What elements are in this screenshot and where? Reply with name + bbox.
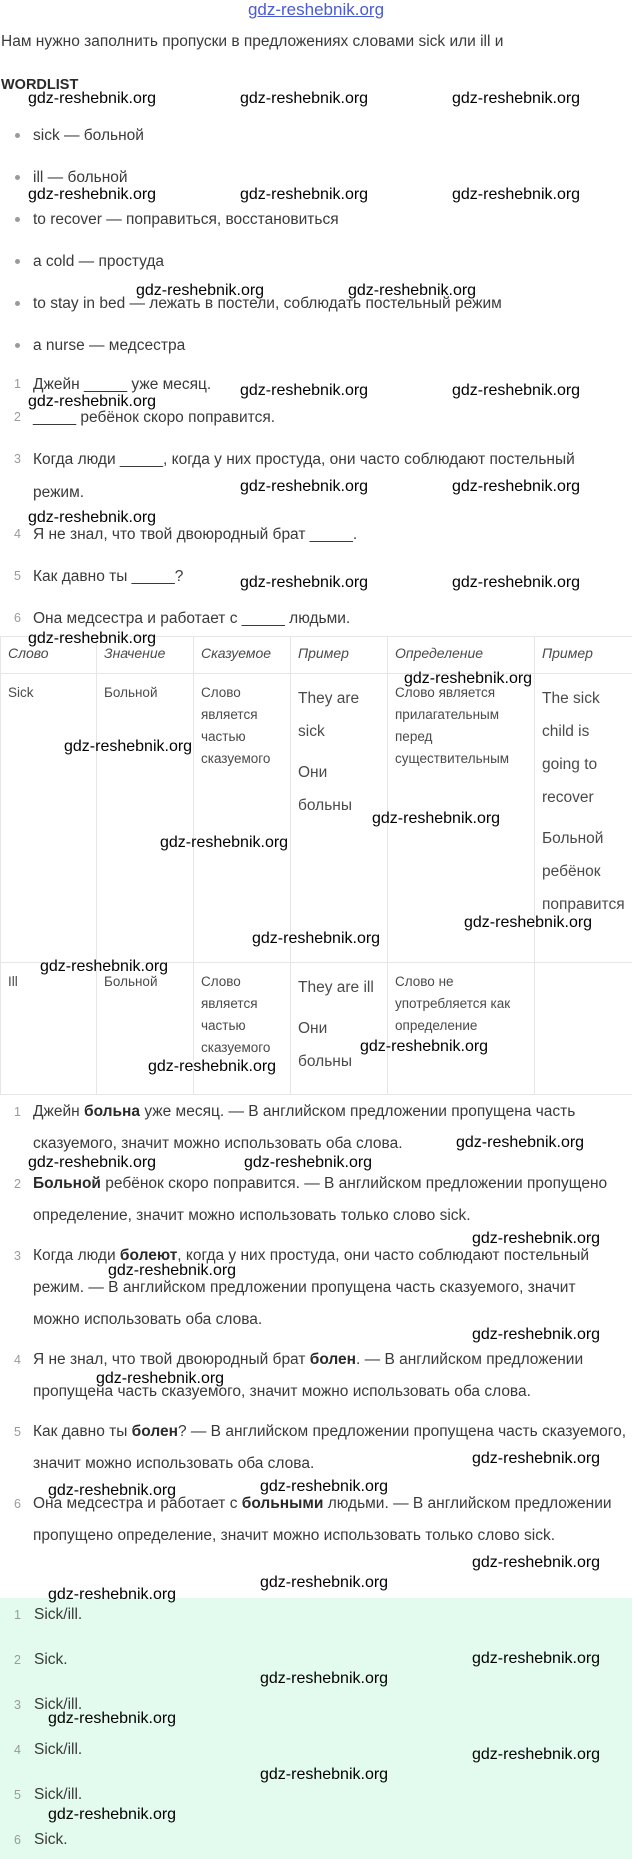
- watermark: gdz-reshebnik.org: [472, 1554, 601, 1571]
- item-number: 6: [14, 1833, 21, 1847]
- table-cell: The sick child is going to recover Больной ребёнок поправится: [535, 674, 632, 963]
- item-number: 1: [14, 1608, 21, 1622]
- list-item: ill — больной: [0, 164, 632, 206]
- answer-item: 4 Я не знал, что твой двоюродный брат болен. — В английском предложении пропущена часть сказуемого, значит можно использовать оба слова.: [0, 1344, 632, 1408]
- wordlist: [0, 122, 632, 374]
- watermark: gdz-reshebnik.org: [244, 1154, 373, 1171]
- item-number: 6: [14, 1497, 21, 1511]
- intro-text: Нам нужно заполнить пропуски в предложениях словами sick или ill и: [1, 33, 504, 50]
- item-number: 3: [14, 1249, 21, 1263]
- watermark: gdz-reshebnik.org: [108, 1262, 237, 1279]
- watermark: gdz-reshebnik.org: [404, 670, 533, 687]
- table-cell: Слово не употребляется как определение: [388, 963, 535, 1095]
- answer-item: 6 Она медсестра и работает с больными людьми. — В английском предложении пропущено определение, значит можно использовать только слово sick.: [0, 1488, 632, 1552]
- list-item: to stay in bed — лежать в постели, соблюдать постельный режим: [0, 290, 632, 332]
- watermark: gdz-reshebnik.org: [48, 1586, 177, 1603]
- watermark: gdz-reshebnik.org: [136, 282, 265, 299]
- watermark: gdz-reshebnik.org: [452, 574, 581, 591]
- answer-item: 1 Джейн больна уже месяц. — В английском предложении пропущена часть сказуемого, значит можно использовать оба слова.: [0, 1096, 632, 1160]
- table-header: Пример: [535, 637, 632, 674]
- table-cell: Ill: [1, 963, 97, 1095]
- final-answer-item: 1 Sick/ill.: [0, 1600, 82, 1630]
- final-answers-box: [0, 1598, 632, 1859]
- task-list: [0, 368, 632, 644]
- table-cell: They are ill Они больны: [291, 963, 388, 1095]
- task-item: 3 Когда люди _____, когда у них простуда, они часто соблюдают постельный режим.: [0, 443, 632, 509]
- bullet-icon: [15, 217, 20, 222]
- task-item: 4 Я не знал, что твой двоюродный брат _____.: [0, 518, 632, 551]
- watermark: gdz-reshebnik.org: [48, 1482, 177, 1499]
- final-answer-item: 2 Sick.: [0, 1645, 68, 1675]
- table-header: Сказуемое: [194, 637, 291, 674]
- item-number: 5: [14, 1425, 21, 1439]
- watermark: gdz-reshebnik.org: [472, 1650, 601, 1667]
- item-number: 4: [14, 1743, 21, 1757]
- watermark: gdz-reshebnik.org: [452, 90, 581, 107]
- watermark: gdz-reshebnik.org: [452, 382, 581, 399]
- watermark: gdz-reshebnik.org: [28, 186, 157, 203]
- table-cell: Слово является прилагательным перед существительным: [388, 674, 535, 963]
- item-number: 1: [14, 377, 21, 391]
- watermark: gdz-reshebnik.org: [96, 1370, 225, 1387]
- watermark: gdz-reshebnik.org: [260, 1766, 389, 1783]
- watermark: gdz-reshebnik.org: [464, 914, 593, 931]
- wordlist-heading: WORDLIST: [1, 77, 79, 93]
- table-cell: Больной: [97, 963, 194, 1095]
- item-number: 1: [14, 1105, 21, 1119]
- list-item: sick — больной: [0, 122, 632, 164]
- final-answer-item: 4 Sick/ill.: [0, 1735, 82, 1765]
- table-cell: Sick: [1, 674, 97, 963]
- watermark: gdz-reshebnik.org: [148, 1058, 277, 1075]
- watermark: gdz-reshebnik.org: [240, 382, 369, 399]
- watermark: gdz-reshebnik.org: [260, 1670, 389, 1687]
- watermark: gdz-reshebnik.org: [472, 1450, 601, 1467]
- watermark: gdz-reshebnik.org: [160, 834, 289, 851]
- table-cell: [535, 963, 632, 1095]
- table-row: [1, 963, 632, 1095]
- bullet-icon: [15, 175, 20, 180]
- watermark: gdz-reshebnik.org: [64, 738, 193, 755]
- list-item: a nurse — медсестра: [0, 332, 632, 374]
- watermark: gdz-reshebnik.org: [240, 90, 369, 107]
- table-cell: Слово является частью сказуемого: [194, 674, 291, 963]
- watermark: gdz-reshebnik.org: [348, 282, 477, 299]
- final-answer-item: 5 Sick/ill.: [0, 1780, 82, 1810]
- watermark: gdz-reshebnik.org: [48, 1710, 177, 1727]
- item-number: 2: [14, 1653, 21, 1667]
- table-header: Слово: [1, 637, 97, 674]
- answer-item: 5 Как давно ты болен? — В английском предложении пропущена часть сказуемого, значит можно использовать оба слова.: [0, 1416, 632, 1480]
- task-item: 2 _____ ребёнок скоро поправится.: [0, 401, 632, 434]
- bullet-icon: [15, 259, 20, 264]
- watermark: gdz-reshebnik.org: [28, 509, 157, 526]
- item-number: 4: [14, 527, 21, 541]
- item-number: 5: [14, 1788, 21, 1802]
- final-answer-item: 3 Sick/ill.: [0, 1690, 82, 1720]
- item-number: 2: [14, 410, 21, 424]
- item-number: 2: [14, 1177, 21, 1191]
- watermark: gdz-reshebnik.org: [456, 1134, 585, 1151]
- item-number: 3: [14, 1698, 21, 1712]
- table-cell: Больной: [97, 674, 194, 963]
- watermark: gdz-reshebnik.org: [252, 930, 381, 947]
- bullet-icon: [15, 301, 20, 306]
- grammar-table: [0, 636, 632, 1095]
- answer-list: [0, 1096, 632, 1560]
- watermark: gdz-reshebnik.org: [360, 1038, 489, 1055]
- watermark: gdz-reshebnik.org: [28, 90, 157, 107]
- table-cell: Слово является частью сказуемого: [194, 963, 291, 1095]
- watermark: gdz-reshebnik.org: [48, 1806, 177, 1823]
- watermark: gdz-reshebnik.org: [28, 393, 157, 410]
- table-cell: They are sick Они больны: [291, 674, 388, 963]
- answer-item: 3 Когда люди болеют, когда у них простуда, они часто соблюдают постельный режим. — В английском предложении пропущена часть сказуемого, значит можно использовать оба слова.: [0, 1240, 632, 1336]
- watermark: gdz-reshebnik.org: [28, 630, 157, 647]
- watermark: gdz-reshebnik.org: [240, 186, 369, 203]
- watermark: gdz-reshebnik.org: [472, 1230, 601, 1247]
- list-item: to recover — поправиться, восстановиться: [0, 206, 632, 248]
- watermark: gdz-reshebnik.org: [452, 186, 581, 203]
- watermark: gdz-reshebnik.org: [260, 1574, 389, 1591]
- watermark: gdz-reshebnik.org: [240, 574, 369, 591]
- table-header: Пример: [291, 637, 388, 674]
- item-number: 3: [14, 452, 21, 466]
- watermark: gdz-reshebnik.org: [372, 810, 501, 827]
- watermark: gdz-reshebnik.org: [472, 1746, 601, 1763]
- watermark: gdz-reshebnik.org: [240, 478, 369, 495]
- table-header: Определение: [388, 637, 535, 674]
- item-number: 6: [14, 611, 21, 625]
- table-row: [1, 674, 632, 963]
- table-header: Значение: [97, 637, 194, 674]
- table-header-row: [1, 637, 632, 674]
- answer-item: 2 Больной ребёнок скоро поправится. — В английском предложении пропущено определение, значит можно использовать только слово sick.: [0, 1168, 632, 1232]
- bullet-icon: [15, 343, 20, 348]
- task-item: 1 Джейн _____ уже месяц.: [0, 368, 632, 401]
- watermark: gdz-reshebnik.org: [472, 1326, 601, 1343]
- bullet-icon: [15, 133, 20, 138]
- watermark: gdz-reshebnik.org: [40, 958, 169, 975]
- final-answer-item: 6 Sick.: [0, 1825, 68, 1855]
- site-title-link[interactable]: gdz-reshebnik.org: [247, 0, 385, 19]
- task-item: 6 Она медсестра и работает с _____ людьми.: [0, 602, 632, 635]
- watermark: gdz-reshebnik.org: [28, 1154, 157, 1171]
- watermark: gdz-reshebnik.org: [452, 478, 581, 495]
- task-item: 5 Как давно ты _____?: [0, 560, 632, 593]
- watermark: gdz-reshebnik.org: [260, 1478, 389, 1495]
- item-number: 4: [14, 1353, 21, 1367]
- item-number: 5: [14, 569, 21, 583]
- list-item: a cold — простуда: [0, 248, 632, 290]
